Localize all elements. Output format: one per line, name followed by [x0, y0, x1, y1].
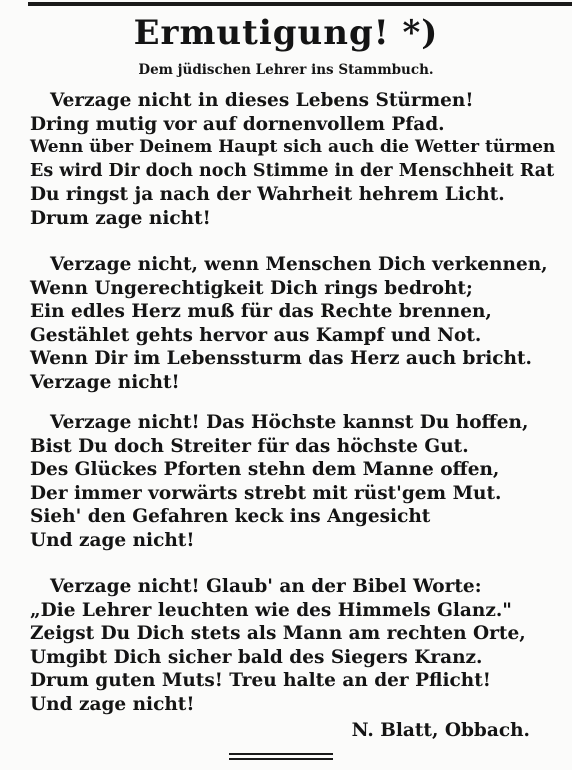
verse-line: Wenn Dir im Lebenssturm das Herz auch bricht. [30, 348, 532, 370]
verse-line: „Die Lehrer leuchten wie des Himmels Glanz." [30, 599, 512, 621]
poem-dedication: Dem jüdischen Lehrer ins Stammbuch. [138, 62, 434, 78]
verse-line: Es wird Dir doch noch Stimme in der Menschheit Rat [30, 160, 555, 181]
verse-line: Des Glückes Pforten stehn dem Manne offen, [30, 459, 500, 481]
verse-line: Und zage nicht! [30, 693, 195, 715]
verse-line: Sieh' den Gefahren keck ins Angesicht [30, 506, 431, 528]
bottom-rule [229, 758, 333, 760]
verse-line: Drum guten Muts! Treu halte an der Pflicht! [30, 670, 491, 692]
verse-line: Dring mutig vor auf dornenvollem Pfad. [30, 113, 445, 135]
verse-line: Der immer vorwärts strebt mit rüst'gem Mut. [30, 482, 502, 504]
bottom-rule [229, 753, 333, 755]
verse-line: Wenn Ungerechtigkeit Dich rings bedroht; [30, 277, 473, 299]
poem-title: Ermutigung! *) [133, 13, 439, 53]
verse-line: Drum zage nicht! [30, 207, 211, 229]
stanza-4 [30, 575, 565, 717]
verse-line: Verzage nicht in dieses Lebens Stürmen! [50, 90, 474, 111]
stanza-1 [30, 89, 565, 231]
verse-line: Zeigst Du Dich stets als Mann am rechten Orte, [30, 623, 526, 645]
verse-line: Umgibt Dich sicher bald des Siegers Kranz. [30, 646, 483, 668]
verse-line: Verzage nicht! [30, 371, 180, 393]
verse-line: Verzage nicht! Glaub' an der Bibel Worte: [50, 576, 482, 597]
verse-line: Ein edles Herz muß für das Rechte brennen, [30, 301, 492, 323]
stanza-3 [30, 411, 565, 553]
verse-line: Und zage nicht! [30, 529, 195, 551]
verse-line: Verzage nicht! Das Höchste kannst Du hoffen, [50, 412, 529, 433]
verse-line: Bist Du doch Streiter für das höchste Gut. [30, 435, 469, 457]
verse-line: Gestählet gehts hervor aus Kampf und Not. [30, 324, 482, 346]
verse-line: Du ringst ja nach der Wahrheit hehrem Licht. [30, 184, 505, 206]
verse-line: Wenn über Deinem Haupt sich auch die Wetter türmen [30, 137, 556, 158]
top-rule [28, 2, 572, 6]
stanza-2 [30, 253, 565, 395]
verse-line: Verzage nicht, wenn Menschen Dich verkennen, [50, 254, 548, 275]
author-signature: N. Blatt, Obbach. [351, 720, 530, 741]
